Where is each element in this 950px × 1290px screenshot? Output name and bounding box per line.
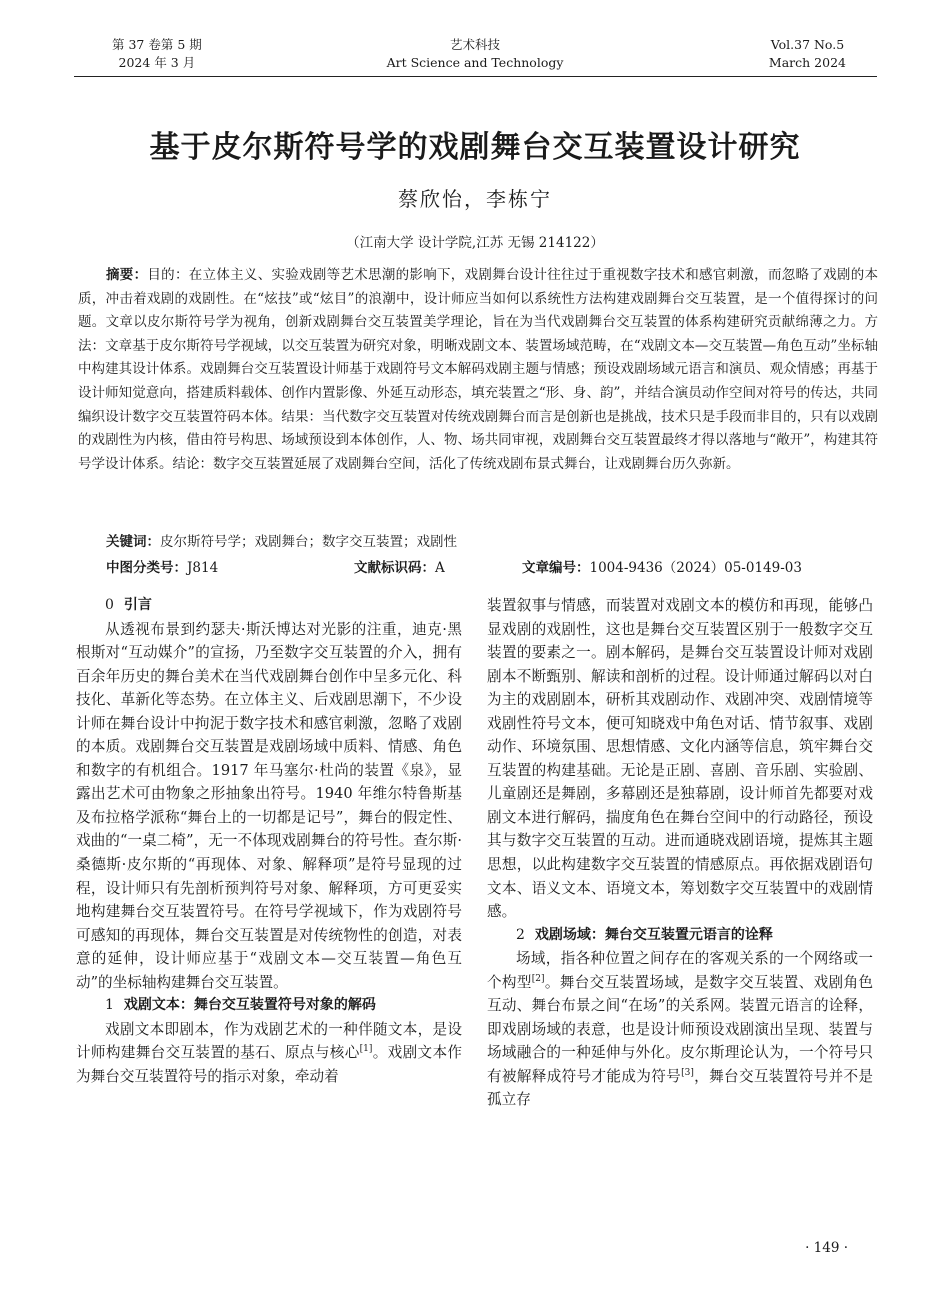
volume-issue: 第 37 卷第 5 期 — [112, 37, 202, 52]
paragraph-text: ，舞台交互装置符号并不是孤立存 — [487, 1067, 873, 1109]
body-column-right — [487, 594, 873, 1112]
section-title: 戏剧场域：舞台交互装置元语言的诠释 — [534, 926, 773, 943]
clc-value: J814 — [187, 560, 219, 576]
journal-name-cn: 艺术科技 — [449, 37, 500, 52]
page-number: · 149 · — [805, 1240, 848, 1256]
clc-number — [106, 556, 218, 576]
author-affiliation: （江南大学 设计学院,江苏 无锡 214122） — [346, 235, 604, 251]
section-title: 引言 — [123, 597, 152, 613]
volume-issue-en: Vol.37 No.5 — [770, 37, 845, 52]
paper-authors: 蔡欣怡，李栋宁 — [398, 187, 552, 211]
citation-ref[interactable]: [3] — [681, 1067, 694, 1078]
journal-name-en: Art Science and Technology — [386, 55, 564, 70]
abstract-label: 摘要： — [106, 267, 148, 283]
doc-code-value: A — [435, 560, 445, 576]
paper-title: 基于皮尔斯符号学的戏剧舞台交互装置设计研究 — [149, 130, 801, 165]
section-number: 2 — [516, 926, 525, 943]
section-number: 0 — [105, 597, 114, 613]
clc-label: 中图分类号： — [106, 560, 187, 576]
section-heading-2 — [487, 924, 873, 948]
paragraph-drama-field — [487, 947, 873, 1112]
abstract — [78, 264, 878, 476]
citation-ref[interactable]: [2] — [531, 973, 545, 984]
article-number-label: 文章编号： — [522, 560, 590, 576]
journal-volume-en — [769, 36, 846, 72]
keywords — [106, 530, 457, 550]
paragraph-text: 。舞台交互装置场域，是数字交互装置、戏剧角色互动、舞台布景之间“在场”的关系网。装置元语言的诠释，即戏剧场域的表意，也是设计师预设戏剧演出呈现、装置与场域融合的一种延伸与外化。皮尔斯理论认为，一个符号只有被解释成符号才能成为符号 — [487, 973, 873, 1085]
document-code — [354, 556, 445, 576]
publication-date-en: March 2024 — [768, 55, 846, 70]
section-title: 戏剧文本：舞台交互装置符号对象的解码 — [123, 997, 376, 1014]
doc-code-label: 文献标识码： — [354, 560, 435, 576]
abstract-text: 目的：在立体主义、实验戏剧等艺术思潮的影响下，戏剧舞台设计往往过于重视数字技术和感官刺激，而忽略了戏剧的本质，冲击着戏剧的戏剧性。在“炫技”或“炫目”的浪潮中，设计师应当如何以系统性方法构建戏剧舞台交互装置，是一个值得探讨的问题。文章以皮尔斯符号学为视角，创新戏剧舞台交互装置美学理论，旨在为当代戏剧舞台交互装置的体系构建研究贡献绵薄之力。方法：文章基于皮尔斯符号学视域，以交互装置为研究对象，明晰戏剧文本、装置场域范畴，在“戏剧文本—交互装置—角色互动”坐标轴中构建其设计体系。戏剧舞台交互装置设计师基于戏剧符号文本解码戏剧主题与情感；预设戏剧场域元语言和演员、观众情感；再基于设计师知觉意向，搭建质料载体、创作内置影像、外延互动形态，填充装置之“形、身、韵”，并结合演员动作空间对符号的传达，共同编织设计数字交互装置符码本体。结果：当代数字交互装置对传统戏剧舞台而言是创新也是挑战，技术只是手段而非目的，只有以戏剧的戏剧性为内核，借由符号构思、场域预设到本体创作，人、物、场共同审视，戏剧舞台交互装置最终才得以落地与“敞开”，构建其符号学设计体系。结论：数字交互装置延展了戏剧舞台空间，活化了传统戏剧布景式舞台，让戏剧舞台历久弥新。 — [78, 267, 879, 472]
keywords-text: 皮尔斯符号学；戏剧舞台；数字交互装置；戏剧性 — [160, 534, 457, 550]
paragraph-text: 。戏剧文本作为舞台交互装置符号的指示对象，牵动着 — [76, 1044, 462, 1085]
paragraph-drama-text-continued: 装置叙事与情感，而装置对戏剧文本的模仿和再现，能够凸显戏剧的戏剧性，这也是舞台交互装置区别于一般数字交互装置的要素之一。剧本解码，是舞台交互装置设计师对戏剧剧本不断甄别、解读和剖析的过程。设计师通过解码以对白为主的戏剧剧本，研析其戏剧动作、戏剧冲突、戏剧情境等戏剧性符号文本，便可知晓戏中角色对话、情节叙事、戏剧动作、环境氛围、思想情感、文化内涵等信息，筑牢舞台交互装置的构建基础。无论是正剧、喜剧、音乐剧、实验剧、儿童剧还是舞剧，多幕剧还是独幕剧，设计师首先都要对戏剧文本进行解码，揣度角色在舞台空间中的行动路径，预设其与数字交互装置的互动。进而通晓戏剧语境，提炼其主题思想，以此构建数字交互装置的情感原点。再依据戏剧语句文本、语义文本、语境文本，筹划数字交互装置中的戏剧情感。 — [487, 597, 873, 921]
body-column-left — [76, 594, 462, 1088]
keywords-label: 关键词： — [106, 534, 160, 550]
header-divider — [74, 76, 877, 77]
article-number — [522, 556, 802, 576]
citation-ref[interactable]: [1] — [359, 1044, 373, 1055]
article-number-value: 1004-9436（2024）05-0149-03 — [589, 560, 802, 576]
paragraph-introduction: 从透视布景到约瑟夫·斯沃博达对光影的注重，迪克·黑根斯对“互动媒介”的宣扬，乃至数字交互装置的介入，拥有百余年历史的舞台美术在当代戏剧舞台创作中呈多元化、科技化、革新化等态势。在立体主义、后戏剧思潮下，不少设计师在舞台设计中拘泥于数字技术和感官刺激，忽略了戏剧的本质。戏剧舞台交互装置是戏剧场域中质料、情感、角色和数字的有机组合。1917 年马塞尔·杜尚的装置《泉》，显露出艺术可由物象之形抽象出符号。1940 年维尔特鲁斯基及布拉格学派称“舞台上的一切都是记号”，舞台的假定性、戏曲的“一桌二椅”，无一不体现戏剧舞台的符号性。查尔斯·桑德斯·皮尔斯的“再现体、对象、解释项”是符号显现的过程，设计师只有先剖析预判符号对象、解释项，方可更妥实地构建舞台交互装置符号。在符号学视域下，作为戏剧符号可感知的再现体，舞台交互装置是对传统物性的创造，对表意的延伸，设计师应基于“戏剧文本—交互装置—角色互动”的坐标轴构建舞台交互装置。 — [76, 620, 462, 991]
paragraph-text: 场域，指各种位置之间存在的客观关系的一个网络或一个构型 — [487, 950, 873, 991]
section-heading-1 — [76, 994, 462, 1018]
section-number: 1 — [105, 997, 114, 1014]
section-heading-0 — [76, 594, 462, 618]
paragraph-drama-text — [76, 1018, 462, 1089]
paragraph-text: 戏剧文本即剧本，作为戏剧艺术的一种伴随文本，是设计师构建舞台交互装置的基石、原点与核心 — [76, 1020, 462, 1062]
publication-date: 2024 年 3 月 — [118, 55, 196, 70]
